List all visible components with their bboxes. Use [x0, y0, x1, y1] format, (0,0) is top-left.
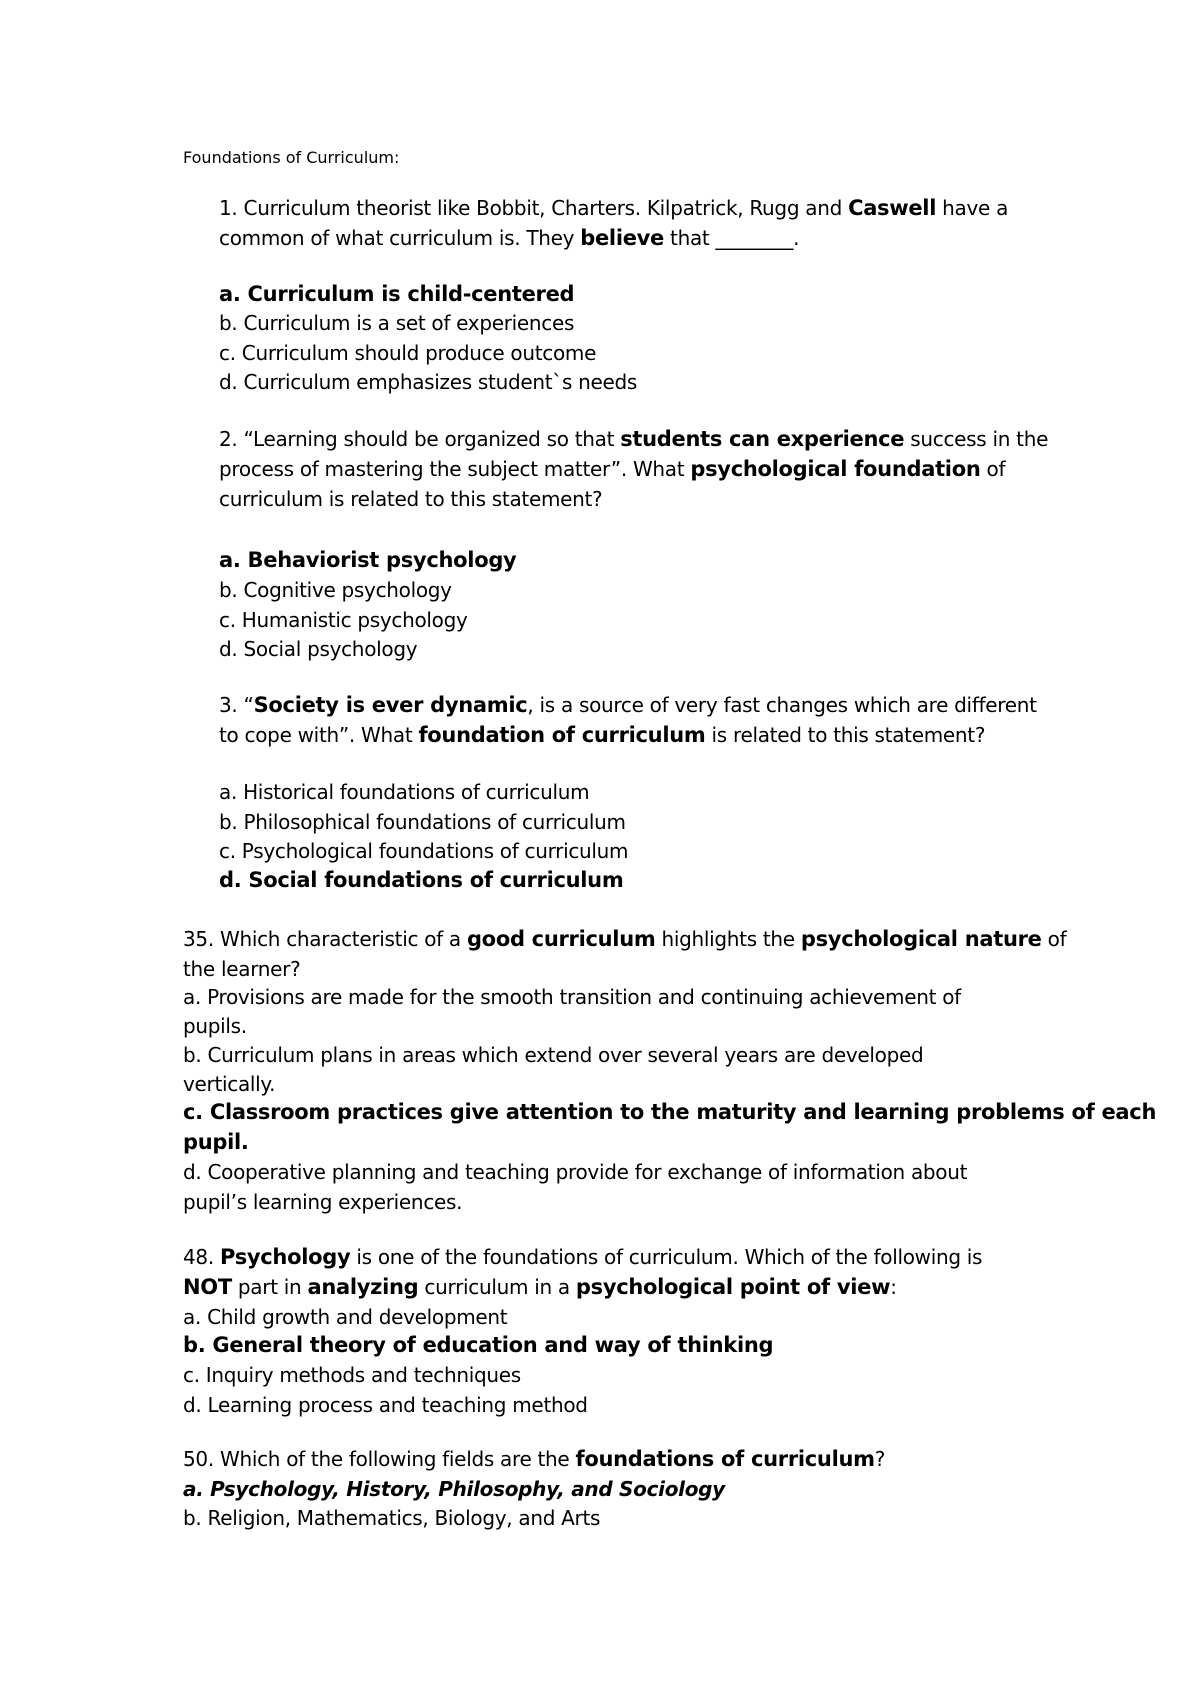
- q3-option-d-answer: d. Social foundations of curriculum: [219, 868, 624, 892]
- q35-option-b-line-2: vertically.: [183, 1072, 276, 1096]
- q3-option-c: c. Psychological foundations of curriculum: [219, 839, 629, 863]
- q35-option-d-line-1: d. Cooperative planning and teaching provide for exchange of information about: [183, 1160, 968, 1184]
- q2-option-a-answer: a. Behaviorist psychology: [219, 548, 517, 572]
- document-title: Foundations of Curriculum:: [183, 148, 400, 167]
- q48-line-2: NOT part in analyzing curriculum in a psychological point of view:: [183, 1275, 897, 1299]
- q35-option-a-line-1: a. Provisions are made for the smooth transition and continuing achievement of: [183, 985, 961, 1009]
- q3-line-1: 3. “Society is ever dynamic, is a source of very fast changes which are different: [219, 693, 1037, 717]
- q48-line-1: 48. Psychology is one of the foundations of curriculum. Which of the following is: [183, 1245, 983, 1269]
- q50-line-1: 50. Which of the following fields are the foundations of curriculum?: [183, 1447, 886, 1471]
- q35-option-b-line-1: b. Curriculum plans in areas which extend over several years are developed: [183, 1043, 924, 1067]
- q35-option-a-line-2: pupils.: [183, 1014, 247, 1038]
- q48-option-c: c. Inquiry methods and techniques: [183, 1363, 521, 1387]
- q1-option-c: c. Curriculum should produce outcome: [219, 341, 597, 365]
- q2-line-3: curriculum is related to this statement?: [219, 487, 603, 511]
- q35-option-c-answer-line-2: pupil.: [183, 1130, 249, 1154]
- q2-line-1: 2. “Learning should be organized so that students can experience success in the: [219, 427, 1049, 451]
- q2-option-c: c. Humanistic psychology: [219, 608, 468, 632]
- q35-option-c-answer-line-1: c. Classroom practices give attention to the maturity and learning problems of each: [183, 1100, 1157, 1124]
- q48-option-d: d. Learning process and teaching method: [183, 1393, 588, 1417]
- q35-line-1: 35. Which characteristic of a good curriculum highlights the psychological nature of: [183, 927, 1067, 951]
- q35-line-2: the learner?: [183, 957, 301, 981]
- q3-option-a: a. Historical foundations of curriculum: [219, 780, 590, 804]
- q1-option-d: d. Curriculum emphasizes student`s needs: [219, 370, 638, 394]
- q50-option-a-answer: a. Psychology, History, Philosophy, and Sociology: [183, 1477, 725, 1501]
- q2-line-2: process of mastering the subject matter”. What psychological foundation of: [219, 457, 1006, 481]
- q48-option-a: a. Child growth and development: [183, 1305, 508, 1329]
- q2-option-d: d. Social psychology: [219, 637, 418, 661]
- q2-option-b: b. Cognitive psychology: [219, 578, 452, 602]
- q3-option-b: b. Philosophical foundations of curriculum: [219, 810, 626, 834]
- q35-option-d-line-2: pupil’s learning experiences.: [183, 1190, 463, 1214]
- q50-option-b: b. Religion, Mathematics, Biology, and Arts: [183, 1506, 601, 1530]
- q1-line-2: common of what curriculum is. They believe that ________.: [219, 226, 800, 250]
- q3-line-2: to cope with”. What foundation of curriculum is related to this statement?: [219, 723, 986, 747]
- q48-option-b-answer: b. General theory of education and way of thinking: [183, 1333, 774, 1357]
- q1-option-b: b. Curriculum is a set of experiences: [219, 311, 575, 335]
- q1-line-1: 1. Curriculum theorist like Bobbit, Charters. Kilpatrick, Rugg and Caswell have a: [219, 196, 1009, 220]
- q1-option-a-answer: a. Curriculum is child-centered: [219, 282, 575, 306]
